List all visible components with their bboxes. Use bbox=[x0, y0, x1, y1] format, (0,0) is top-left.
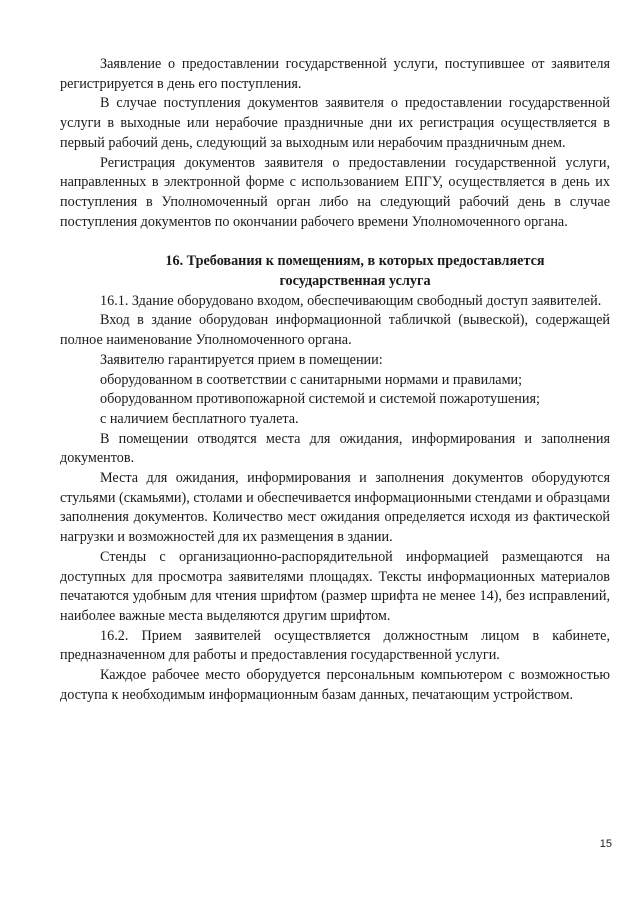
list-item-toilet: с наличием бесплатного туалета. bbox=[100, 410, 299, 427]
section-heading-16: 16. Требования к помещениям, в которых предоставляется государственная услуга bbox=[165, 253, 545, 290]
paragraph-entrance-sign: Вход в здание оборудован информационной табличкой (вывеской), содержащей полное наименование Уполномоченного органа. bbox=[60, 312, 610, 349]
paragraph-16-1-entrance: 16.1. Здание оборудовано входом, обеспечивающим свободный доступ заявителей. bbox=[100, 292, 602, 309]
paragraph-16-2-reception: 16.2. Прием заявителей осуществляется должностным лицом в кабинете, предназначенном для работы и предоставления государственной услуги. bbox=[60, 627, 610, 664]
page-number: 15 bbox=[599, 838, 612, 850]
paragraph-holiday-registration: В случае поступления документов заявителя о предоставлении государственной услуги в выходные или нерабочие праздничные дни их регистрация осуществляется в первый рабочий день, следующий за выходным или нерабочим праздничным днем. bbox=[60, 95, 610, 151]
paragraph-info-stands: Стенды с организационно-распорядительной информацией размещаются на доступных для просмотра заявителями площадях. Тексты информационных материалов печатаются удобным для чтения шрифтом (размер шрифта не менее 14), без исправлений, наиболее важные места выделяются другим шрифтом. bbox=[60, 548, 610, 624]
list-item-sanitary: оборудованном в соответствии с санитарными нормами и правилами; bbox=[100, 371, 523, 388]
document-page bbox=[60, 55, 610, 706]
list-item-fire-system: оборудованном противопожарной системой и системой пожаротушения; bbox=[100, 391, 540, 408]
paragraph-reception-guarantee: Заявителю гарантируется прием в помещении: bbox=[100, 351, 383, 368]
paragraph-waiting-equipment: Места для ожидания, информирования и заполнения документов оборудуются стульями (скамьями), столами и обеспечивается информационными стендами и образцами заполнения документов. Количество мест ожидания определяется исходя из фактической нагрузки и возможностей для их размещения в здании. bbox=[60, 470, 610, 546]
paragraph-registration-day: Заявление о предоставлении государственной услуги, поступившее от заявителя регистрируется в день его поступления. bbox=[60, 56, 610, 92]
paragraph-waiting-areas: В помещении отводятся места для ожидания, информирования и заполнения документов. bbox=[60, 430, 610, 467]
paragraph-electronic-registration: Регистрация документов заявителя о предоставлении государственной услуги, направленных в электронной форме с использованием ЕПГУ, осуществляется в день их поступления в Уполномоченный орган либо на следующий рабочий день в случае поступления документов по окончании рабочего времени Уполномоченного органа. bbox=[60, 154, 610, 230]
paragraph-workplace-equipment: Каждое рабочее место оборудуется персональным компьютером с возможностью доступа к необходимым информационным базам данных, печатающим устройством. bbox=[60, 667, 610, 703]
